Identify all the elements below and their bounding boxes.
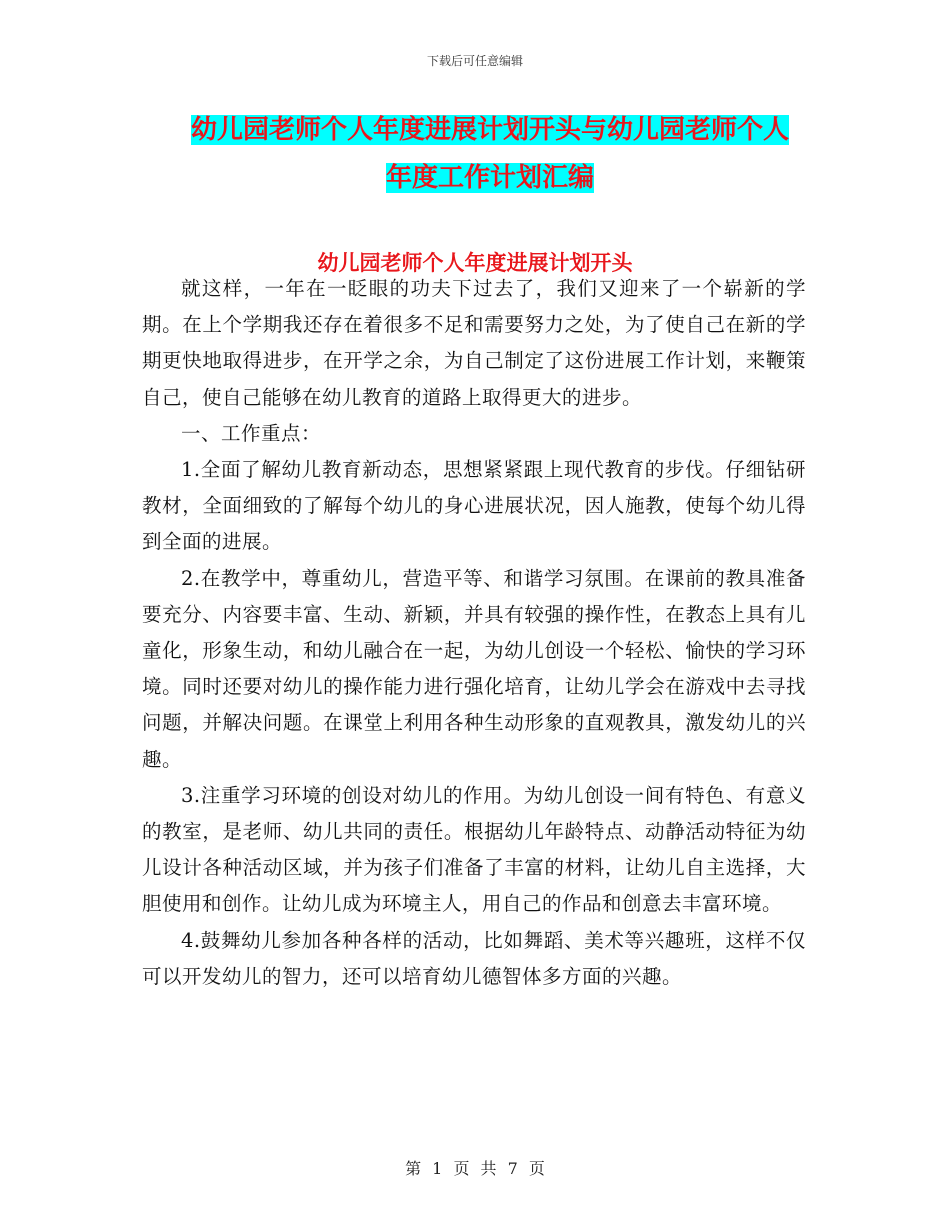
section-title: 幼儿园老师个人年度进展计划开头 [317,250,633,275]
paragraph-intro: 就这样，一年在一眨眼的功夫下过去了，我们又迎来了一个崭新的学期。在上个学期我还存在着很多不足和需要努力之处，为了使自己在新的学期更快地取得进步，在开学之余，为自己制定了这份进展工作计划，来鞭策自己，使自己能够在幼儿教育的道路上取得更大的进步。 [142,277,806,409]
title-line-2: 年度工作计划汇编 [385,163,594,193]
page-number-footer: 第 1 页 共 7 页 [405,1159,545,1178]
header-note: 下载后可任意编辑 [426,54,523,68]
paragraph-item-1: 1.全面了解幼儿教育新动态，思想紧紧跟上现代教育的步伐。仔细钻研教材，全面细致的了解每个幼儿的身心进展状况，因人施教，使每个幼儿得到全面的进展。 [142,458,806,554]
paragraph-item-3: 3.注重学习环境的创设对幼儿的作用。为幼儿创设一间有特色、有意义的教室，是老师、幼儿共同的责任。根据幼儿年龄特点、动静活动特征为幼儿设计各种活动区域，并为孩子们准备了丰富的材料，让幼儿自主选择，大胆使用和创作。让幼儿成为环境主人，用自己的作品和创意去丰富环境。 [142,783,806,916]
title-line-1: 幼儿园老师个人年度进展计划开头与幼儿园老师个人 [190,115,789,145]
paragraph-heading-work-focus: 一、工作重点： [181,421,322,445]
body-text [142,271,806,995]
paragraph-item-4: 4.鼓舞幼儿参加各种各样的活动，比如舞蹈、美术等兴趣班，这样不仅可以开发幼儿的智力，还可以培育幼儿德智体多方面的兴趣。 [142,928,806,988]
document-title [150,106,830,202]
paragraph-item-2: 2.在教学中，尊重幼儿，营造平等、和谐学习氛围。在课前的教具准备要充分、内容要丰富、生动、新颖，并具有较强的操作性，在教态上具有儿童化，形象生动，和幼儿融合在一起，为幼儿创设一个轻松、愉快的学习环境。同时还要对幼儿的操作能力进行强化培育，让幼儿学会在游戏中去寻找问题，并解决问题。在课堂上利用各种生动形象的直观教具，激发幼儿的兴趣。 [142,566,806,771]
